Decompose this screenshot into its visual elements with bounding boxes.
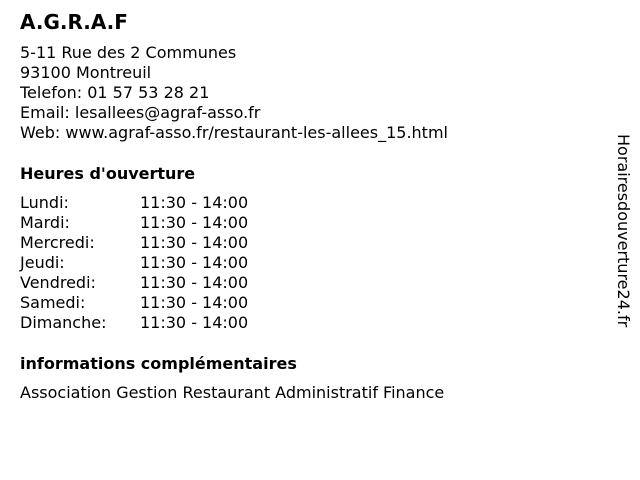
opening-hours-heading: Heures d'ouverture (20, 164, 196, 183)
hours-row-thursday (20, 253, 320, 273)
day-label: Dimanche: (20, 313, 107, 332)
phone-number: Telefon: 01 57 53 28 21 (20, 83, 210, 102)
hours-row-wednesday (20, 233, 320, 253)
time-range: 11:30 - 14:00 (140, 313, 249, 332)
time-range: 11:30 - 14:00 (140, 233, 249, 252)
address-city: 93100 Montreuil (20, 63, 152, 82)
time-range: 11:30 - 14:00 (140, 253, 249, 272)
day-label: Mardi: (20, 213, 70, 232)
hours-row-saturday (20, 293, 320, 313)
opening-hours-table (20, 193, 320, 333)
hours-row-tuesday (20, 213, 320, 233)
hours-row-sunday (20, 313, 320, 333)
address-street: 5-11 Rue des 2 Communes (20, 43, 237, 62)
day-label: Vendredi: (20, 273, 96, 292)
day-label: Mercredi: (20, 233, 95, 252)
hours-row-friday (20, 273, 320, 293)
day-label: Samedi: (20, 293, 86, 312)
contact-block (20, 43, 448, 143)
hours-row-monday (20, 193, 320, 213)
time-range: 11:30 - 14:00 (140, 193, 249, 212)
website-url: Web: www.agraf-asso.fr/restaurant-les-allees_15.html (20, 123, 448, 142)
time-range: 11:30 - 14:00 (140, 273, 249, 292)
additional-info-heading: informations complémentaires (20, 354, 297, 373)
site-watermark: Horairesdouverture24.fr (614, 134, 633, 328)
time-range: 11:30 - 14:00 (140, 213, 249, 232)
time-range: 11:30 - 14:00 (140, 293, 249, 312)
day-label: Jeudi: (20, 253, 65, 272)
day-label: Lundi: (20, 193, 69, 212)
business-name: A.G.R.A.F (20, 10, 128, 34)
additional-info-text: Association Gestion Restaurant Administratif Finance (20, 383, 445, 402)
email-address: Email: lesallees@agraf-asso.fr (20, 103, 261, 122)
